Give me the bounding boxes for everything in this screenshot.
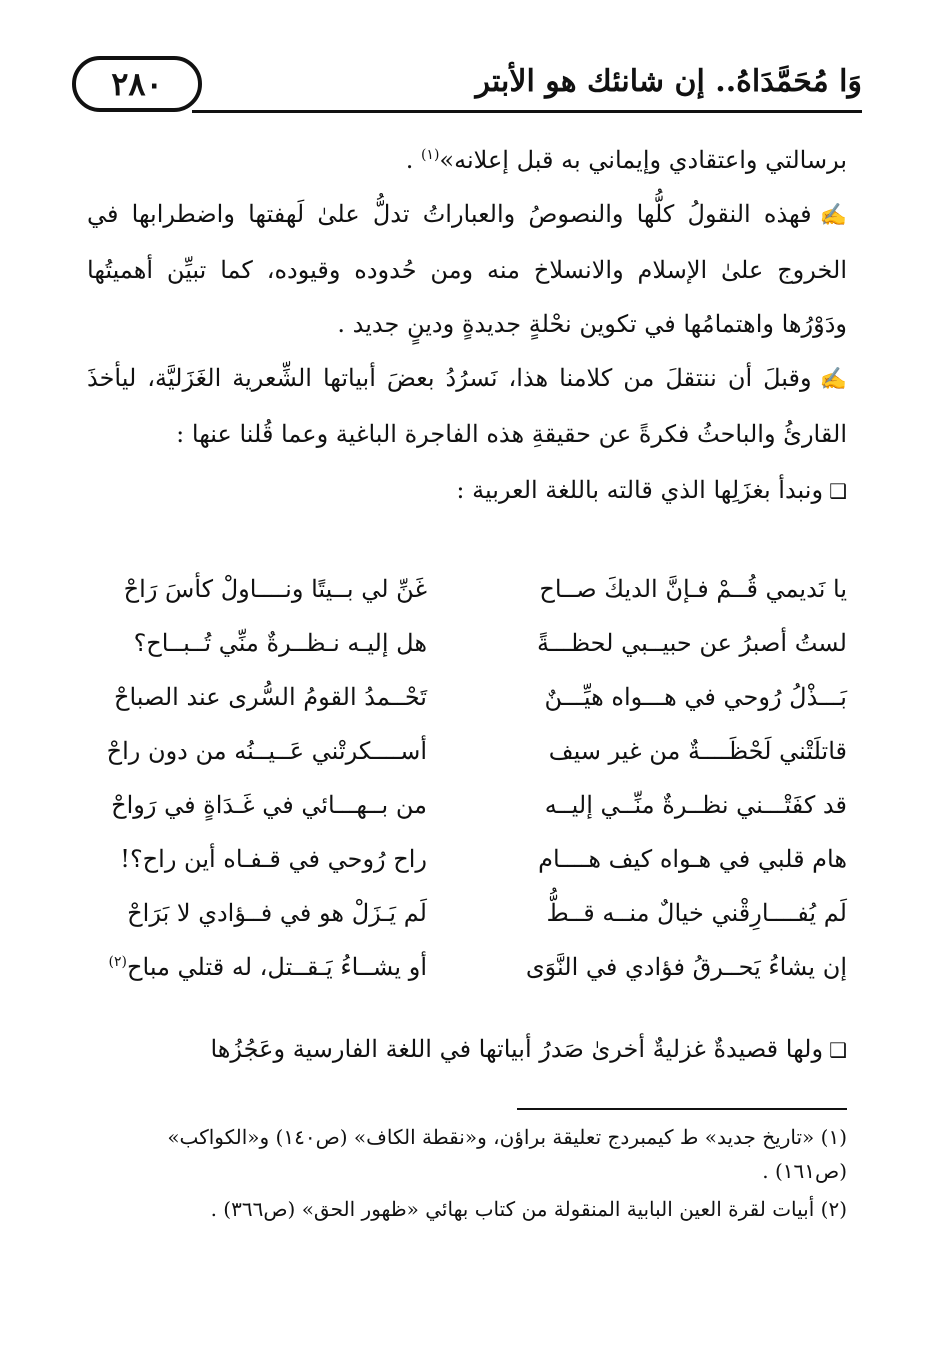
verse-second-hemistich: أو يشــاءُ يَـقــتل، له قتلي مباح — [127, 953, 427, 981]
paragraph-2 — [87, 187, 847, 351]
pen-hand-icon: ✍ — [819, 203, 847, 228]
verse-second-hemistich: غَنِّ لي بــيتًا ونــــاولْ كأسَ رَاحْ — [123, 575, 427, 603]
verse-first-hemistich: لَم يُفــــارِقْني خيالٌ منــه قــطُّ — [546, 899, 847, 927]
paragraph-1 — [87, 128, 847, 187]
verse-second-hemistich: من بــهـــائي في غَـدَاةٍ في رَواحْ — [111, 791, 427, 819]
trailing-paragraph — [87, 1024, 847, 1075]
verse-second-hemistich: لَم يَـزَلْ هو في فــؤادي لا بَرَاحْ — [127, 899, 427, 927]
verse-first-hemistich: قاتلَتْني لَحْظَــــةٌ من غير سيف — [548, 737, 847, 765]
verse-second-hemistich: تَحْــمدُ القومُ السُّرى عند الصباحْ — [113, 683, 427, 711]
verse-first-hemistich: قد كفَتْـــني نظــرةٌ منِّــي إليــه — [544, 791, 847, 819]
poem — [87, 575, 847, 1007]
verse — [87, 791, 847, 845]
footnote-rule — [517, 1108, 847, 1110]
verse-first-hemistich: يا نَديمي قُــمْ فـإنَّ الديكَ صــاح — [539, 575, 847, 603]
paragraph-3-text: وقبلَ أن ننتقلَ من كلامنا هذا، نَسرُدُ بعضَ أبياتها الشِّعرية الغَزَليَّة، ليأخذَ القارئُ والباحثُ فكرةً عن حقيقةِ هذه الفاجرة الباغية وعما قُلنا عنها : — [87, 364, 847, 448]
footnote-ref-1: (١) — [420, 147, 440, 163]
paragraph-4-text: ونبدأ بغزَلِها الذي قالته باللغة العربية : — [456, 476, 824, 504]
running-title: وَا مُحَمَّدَاهُ.. إن شانئك هو الأبتر — [475, 64, 862, 99]
verse-second-hemistich: هل إليـه نـظــرةٌ منِّي تُــبــاح؟ — [133, 629, 427, 657]
verse-second-hemistich: راح رُوحي في قـفـاه أين راح؟! — [120, 845, 427, 873]
body-text — [87, 128, 847, 518]
footnotes — [97, 1120, 847, 1230]
page-header — [72, 56, 862, 116]
footnote-ref-2: (٢) — [108, 954, 128, 970]
box-bullet-icon: ❑ — [829, 479, 847, 503]
verse-first-hemistich: إن يشاءُ يَحــرقُ فؤادي في النَّوَى — [525, 953, 847, 981]
verse — [87, 737, 847, 791]
box-bullet-icon: ❑ — [829, 1038, 847, 1062]
trailing-text: ولها قصيدةٌ غزليةٌ أخرىٰ صَدرُ أبياتها في اللغة الفارسية وعَجُزُها — [210, 1035, 824, 1063]
footnote-2: (٢) أبيات لقرة العين البابية المنقولة من كتاب بهائي «ظهور الحق» (ص٣٦٦) . — [210, 1197, 847, 1221]
pen-hand-icon: ✍ — [819, 367, 847, 392]
verse-first-hemistich: هام قلبي في هـواه كيف هــــام — [538, 845, 847, 873]
verse — [87, 683, 847, 737]
verse-second-hemistich-wrap — [87, 953, 427, 981]
paragraph-2-text: فهذه النقولُ كلُّها والنصوصُ والعباراتُ تدلُّ علىٰ لَهفتها واضطرابها في الخروج علىٰ الإسلام والانسلاخ منه ومن حُدوده وقيوده، كما تبيِّن أهميتُها ودَوْرُها واهتمامُها في تكوين نحْلةٍ جديدةٍ ودينٍ جديد . — [87, 200, 847, 338]
paragraph-4 — [87, 463, 847, 518]
verse — [87, 629, 847, 683]
verse — [87, 953, 847, 1007]
footnote-1: (١) «تاريخ جديد» ط كيمبردج تعليقة براؤن، و«نقطة الكاف» (ص١٤٠) و«الكواكب» (ص١٦١) . — [167, 1125, 847, 1183]
paragraph-1-text: برسالتي واعتقادي وإيماني به قبل إعلانه» — [439, 146, 847, 174]
verse-second-hemistich: أســــكرتْني عَــيــنُه من دون راحْ — [106, 737, 427, 765]
verse — [87, 845, 847, 899]
verse-first-hemistich: بَـــذْلُ رُوحي في هـــواه هيِّـــنٌ — [544, 683, 847, 711]
paragraph-3 — [87, 351, 847, 461]
page-number: ٢٨٠ — [111, 65, 163, 103]
verse — [87, 899, 847, 953]
verse-first-hemistich: لستُ أصبرُ عن حبيــبي لحظـــةً — [536, 629, 847, 657]
page-number-badge — [72, 56, 202, 112]
header-rule — [192, 110, 862, 113]
paragraph-1-end: . — [405, 146, 421, 174]
verse — [87, 575, 847, 629]
